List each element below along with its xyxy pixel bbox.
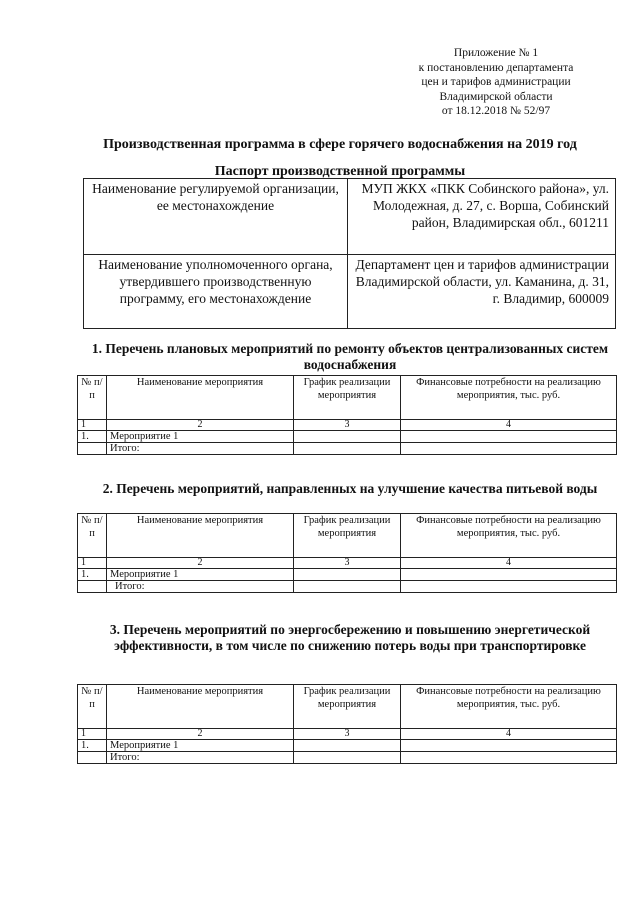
table-header-row [78,514,617,558]
appendix-line: к постановлению департамента [418,61,574,74]
column-number-row [78,729,617,740]
table-header-row [78,376,617,420]
passport-title: Паспорт производственной программы [214,164,466,179]
row-num [78,752,107,764]
table-row-total [78,581,617,593]
col-num: 4 [401,558,617,569]
appendix-line: Владимирской области [439,90,553,103]
document-title: Производственная программа в сфере горячего водоснабжения на 2019 год [103,137,577,152]
section-1-title: 1. Перечень плановых мероприятий по ремонту объектов централизованных систем водоснабжения [91,341,609,372]
col-num: 4 [401,420,617,431]
col-num: 1 [78,420,107,431]
passport-value: Департамент цен и тарифов администрации Владимирской области, ул. Каманина, д. 31, г. Владимир, 600009 [348,255,616,329]
passport-row [84,255,616,329]
row-finance [401,443,617,455]
row-num [78,443,107,455]
row-schedule [294,569,401,581]
header-num: № п/п [78,376,107,420]
row-schedule [294,581,401,593]
row-finance [401,569,617,581]
appendix-line: Приложение № 1 [453,47,539,59]
table-header-row [78,685,617,729]
header-num: № п/п [78,685,107,729]
header-num: № п/п [78,514,107,558]
header-finance: Финансовые потребности на реализацию мероприятия, тыс. руб. [401,514,617,558]
table-row-total [78,752,617,764]
header-schedule: График реализации мероприятия [294,376,401,420]
row-num: 1. [78,740,107,752]
passport-label: Наименование регулируемой организации, ее местонахождение [84,179,348,255]
table-row [78,431,617,443]
row-schedule [294,443,401,455]
row-finance [401,431,617,443]
row-name: Мероприятие 1 [107,740,294,752]
row-finance [401,752,617,764]
col-num: 1 [78,558,107,569]
passport-row [84,179,616,255]
section-3-title: 3. Перечень мероприятий по энергосбережению и повышению энергетической эффективности, в том числе по снижению потерь воды при транспортировке [109,622,591,653]
col-num: 3 [294,729,401,740]
row-schedule [294,431,401,443]
row-name: Мероприятие 1 [107,431,294,443]
col-num: 1 [78,729,107,740]
passport-table [83,178,616,329]
header-schedule: График реализации мероприятия [294,685,401,729]
col-num: 2 [107,729,294,740]
row-finance [401,740,617,752]
column-number-row [78,558,617,569]
row-name: Итого: [107,443,294,455]
col-num: 2 [107,420,294,431]
row-name: Итого: [107,752,294,764]
header-name: Наименование мероприятия [107,685,294,729]
table-row [78,569,617,581]
passport-value: МУП ЖКХ «ПКК Собинского района», ул. Молодежная, д. 27, с. Ворша, Собинский район, Владимирская обл., 601211 [348,179,616,255]
header-name: Наименование мероприятия [107,376,294,420]
row-schedule [294,740,401,752]
col-num: 3 [294,420,401,431]
appendix-line: от 18.12.2018 № 52/97 [441,105,551,117]
header-finance: Финансовые потребности на реализацию мероприятия, тыс. руб. [401,376,617,420]
row-name: Итого: [107,581,294,593]
table-row-total [78,443,617,455]
section-3-table [77,684,617,764]
row-num: 1. [78,569,107,581]
col-num: 2 [107,558,294,569]
appendix-reference [396,46,596,119]
section-1-table [77,375,617,455]
row-schedule [294,752,401,764]
table-row [78,740,617,752]
header-finance: Финансовые потребности на реализацию мероприятия, тыс. руб. [401,685,617,729]
header-schedule: График реализации мероприятия [294,514,401,558]
column-number-row [78,420,617,431]
passport-label: Наименование уполномоченного органа, утвердившего производственную программу, его местонахождение [84,255,348,329]
row-name: Мероприятие 1 [107,569,294,581]
appendix-line: цен и тарифов администрации [421,76,571,88]
section-2-table [77,513,617,593]
col-num: 4 [401,729,617,740]
row-num [78,581,107,593]
row-num: 1. [78,431,107,443]
section-2-title: 2. Перечень мероприятий, направленных на улучшение качества питьевой воды [102,481,598,496]
col-num: 3 [294,558,401,569]
row-finance [401,581,617,593]
header-name: Наименование мероприятия [107,514,294,558]
